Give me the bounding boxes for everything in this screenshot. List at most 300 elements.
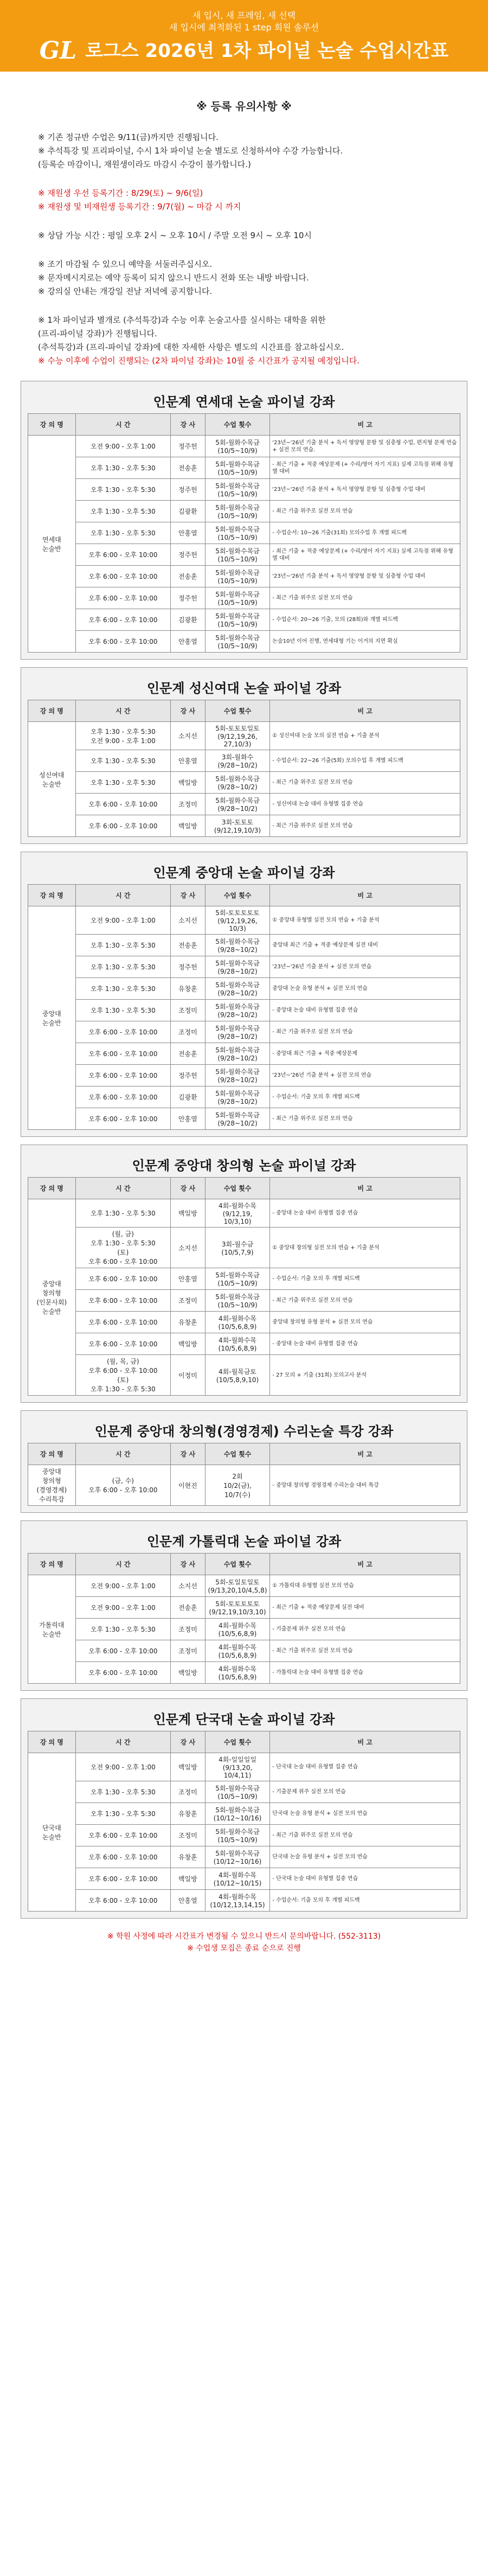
remarks-cell: - 단국대 논술 대비 유형별 집중 연습: [270, 1753, 460, 1781]
table-header-row: [28, 414, 460, 436]
column-header: 강 의 명: [28, 700, 76, 722]
footer: [0, 1931, 488, 1954]
table-row: [28, 1825, 460, 1846]
time-cell: 오전 9:00 - 오후 1:00: [75, 436, 170, 457]
remarks-cell: - 성신여대 논술 대비 유형별 집중 연습: [270, 794, 460, 815]
notice-spacer: [38, 214, 450, 229]
table-row: [28, 1199, 460, 1228]
notice-line: ※ 추석특강 및 프리파이널, 수시 1차 파이널 논술 별도로 신청하셔야 수강 가능합니다.: [38, 146, 343, 156]
instructor-cell: 백일방: [170, 815, 205, 837]
remarks-cell: - 수업순서: 기출 모의 후 개별 피드백: [270, 1890, 460, 1912]
time-cell: 오후 6:00 - 오후 10:00: [75, 794, 170, 815]
header-banner: [0, 0, 488, 72]
session-count-cell: 5회-월화수목금 (10/5~10/9): [205, 587, 270, 609]
session-count-cell: 5회-월화수목금 (10/5~10/9): [205, 479, 270, 501]
table-row: [28, 772, 460, 794]
instructor-cell: 정주헌: [170, 956, 205, 978]
instructor-cell: 조정미: [170, 1619, 205, 1640]
time-cell: 오후 6:00 - 오후 10:00: [75, 1640, 170, 1662]
remarks-cell: ① 중앙대 창의형 실전 모의 연습 + 기출 분석: [270, 1228, 460, 1268]
session-count-cell: 5회-월화수목금 (9/28~10/2): [205, 772, 270, 794]
instructor-cell: 조정미: [170, 794, 205, 815]
column-header: 수업 횟수: [205, 414, 270, 436]
table-row: [28, 1333, 460, 1355]
notice-line: (추석특강)과 (프리-파이널 강좌)에 대한 자세한 사항은 별도의 시간표를 참고하십시오.: [38, 342, 344, 352]
time-cell: 오전 9:00 - 오후 1:00: [75, 1597, 170, 1619]
table-row: [28, 1890, 460, 1912]
table-row: [28, 1868, 460, 1890]
notice-spacer: [38, 242, 450, 258]
session-count-cell: 3회-토토토 (9/12,19,10/3): [205, 815, 270, 837]
table-row: [28, 479, 460, 501]
column-header: 시 간: [75, 700, 170, 722]
column-header: 비 고: [270, 1731, 460, 1753]
table-row: [28, 906, 460, 935]
time-cell: 오후 1:30 - 오후 5:30: [75, 935, 170, 956]
time-cell: 오후 6:00 - 오후 10:00: [75, 1021, 170, 1043]
time-cell: (금, 수) 오후 6:00 - 오후 10:00: [75, 1465, 170, 1506]
session-count-cell: 5회-토토토일토 (9/12,19,26, 27,10/3): [205, 722, 270, 750]
table-row: [28, 794, 460, 815]
notice-line: ※ 수능 이후에 수업이 진행되는 (2차 파이널 강좌)는 10월 중 시간표가 공지될 예정입니다.: [38, 356, 360, 366]
timetable-section: [21, 1520, 467, 1691]
table-row: [28, 587, 460, 609]
time-cell: 오후 6:00 - 오후 10:00: [75, 1846, 170, 1868]
instructor-cell: 이현진: [170, 1465, 205, 1506]
column-header: 수업 횟수: [205, 1554, 270, 1575]
instructor-cell: 정주헌: [170, 479, 205, 501]
time-cell: 오후 6:00 - 오후 10:00: [75, 1268, 170, 1290]
remarks-cell: - 최근 기출 위주로 실전 모의 연습: [270, 1640, 460, 1662]
table-row: [28, 631, 460, 653]
session-count-cell: 5회-월화수목금 (10/5~10/9): [205, 609, 270, 631]
remarks-cell: - 단국대 논술 대비 유형별 집중 연습: [270, 1868, 460, 1890]
time-cell: 오후 1:30 - 오후 5:30: [75, 1000, 170, 1021]
section-title: 인문계 연세대 논술 파이널 강좌: [153, 394, 335, 410]
session-count-cell: 4회-월화수목 (9/12,19, 10/3,10): [205, 1199, 270, 1228]
column-header: 비 고: [270, 885, 460, 906]
remarks-cell: - 기출문제 위주 실전 모의 연습: [270, 1619, 460, 1640]
instructor-cell: 조정미: [170, 1290, 205, 1312]
remarks-cell: - 중앙대 창의형 경영경제 수리논술 대비 특강: [270, 1465, 460, 1506]
instructor-cell: 정주헌: [170, 587, 205, 609]
timetable: [28, 413, 460, 653]
time-cell: (월, 목, 금) 오후 6:00 - 오후 10:00 (토) 오후 1:30 - 오후 5:30: [75, 1355, 170, 1396]
page-title: 로그스 2026년 1차 파이널 논술 수업시간표: [85, 40, 449, 62]
session-count-cell: 3회-월수금 (10/5,7,9): [205, 1228, 270, 1268]
table-header-row: [28, 1443, 460, 1465]
table-row: [28, 457, 460, 479]
table-row: [28, 609, 460, 631]
time-cell: 오후 1:30 - 오후 5:30: [75, 1199, 170, 1228]
notice-line: ※ 재원생 및 비재원생 등록기간 : 9/7(월) ~ 마감 시 까지: [38, 202, 241, 212]
remarks-cell: '23년~'26년 기출 분석 + 독서 영양형 문항 및 심층형 수업 대비: [270, 566, 460, 587]
timetable: [28, 1553, 460, 1684]
session-count-cell: 4회-월화수목 (10/12~10/15): [205, 1868, 270, 1890]
session-count-cell: 5회-월화수목금 (10/5~10/9): [205, 1781, 270, 1803]
remarks-cell: ① 가톨릭대 유형별 실전 모의 연습: [270, 1575, 460, 1597]
instructor-cell: 이정미: [170, 1355, 205, 1396]
time-cell: 오후 1:30 - 오후 5:30: [75, 750, 170, 772]
instructor-cell: 안홍열: [170, 631, 205, 653]
session-count-cell: 5회-월화수목금 (10/5~10/9): [205, 1268, 270, 1290]
column-header: 비 고: [270, 700, 460, 722]
time-cell: 오후 6:00 - 오후 10:00: [75, 1108, 170, 1130]
time-cell: 오후 6:00 - 오후 10:00: [75, 544, 170, 566]
session-count-cell: 5회-월화수목금 (9/28~10/2): [205, 935, 270, 956]
remarks-cell: - 중앙대 최근 기출 + 적중 예상문제: [270, 1043, 460, 1065]
remarks-cell: - 27 모의 + 기출 (31회) 모의고사 분석: [270, 1355, 460, 1396]
table-row: [28, 1465, 460, 1506]
remarks-cell: 단국대 논술 유형 분석 + 실전 모의 연습: [270, 1803, 460, 1825]
remarks-cell: 논술10년 이어 진행, 연세대형 기는 이거의 지면 확실: [270, 631, 460, 653]
session-count-cell: 5회-월화수목금 (9/28~10/2): [205, 956, 270, 978]
time-cell: 오후 1:30 - 오후 5:30: [75, 978, 170, 1000]
table-row: [28, 1640, 460, 1662]
column-header: 수업 횟수: [205, 700, 270, 722]
session-count-cell: 5회-월화수목금 (9/28~10/2): [205, 1000, 270, 1021]
table-row: [28, 750, 460, 772]
notice-line: ※ 상담 가능 시간 : 평일 오후 2시 ~ 오후 10시 / 주말 오전 9시 ~ 오후 10시: [38, 231, 312, 240]
time-cell: 오후 6:00 - 오후 10:00: [75, 631, 170, 653]
notice-line: ※ 기존 정규반 수업은 9/11(금)까지만 진행됩니다.: [38, 132, 219, 142]
remarks-cell: - 최근 기출 위주로 실전 모의 연습: [270, 1290, 460, 1312]
remarks-cell: '23년~'26년 기출 분석 + 독서 영양형 문항 및 심층형 수업, 편지형 문제 연습 + 실전 모의 연습.: [270, 436, 460, 457]
table-header-row: [28, 885, 460, 906]
instructor-cell: 김광환: [170, 1086, 205, 1108]
time-cell: 오후 1:30 - 오후 5:30: [75, 501, 170, 522]
timetable-section: [21, 852, 467, 1137]
session-count-cell: 4회-월화수목 (10/5,6,8,9): [205, 1640, 270, 1662]
timetable: [28, 700, 460, 837]
instructor-cell: 안홍열: [170, 1108, 205, 1130]
notice-line: ※ 조기 마감될 수 있으니 예약을 서둘러주십시오.: [38, 259, 213, 269]
remarks-cell: - 최근 기출 위주로 실전 모의 연습: [270, 501, 460, 522]
instructor-cell: 소지선: [170, 1575, 205, 1597]
table-header-row: [28, 1554, 460, 1575]
remarks-cell: - 최근 기출 위주로 실전 모의 연습: [270, 1021, 460, 1043]
timetable-section: [21, 1698, 467, 1919]
table-row: [28, 1290, 460, 1312]
instructor-cell: 소지선: [170, 722, 205, 750]
remarks-cell: 중앙대 창의형 유형 분석 + 실전 모의 연습: [270, 1312, 460, 1333]
notice-line: (등록순 마감이니, 재원생이라도 마감시 수강이 불가합니다.): [38, 159, 251, 169]
remarks-cell: - 최근 기출 위주로 실전 모의 연습: [270, 1108, 460, 1130]
notice-section: [0, 72, 488, 373]
remarks-cell: - 가톨릭대 논술 대비 유형별 집중 연습: [270, 1662, 460, 1684]
session-count-cell: 2회 10/2(금), 10/7(수): [205, 1465, 270, 1506]
course-name-cell: 단국대 논술반: [28, 1753, 76, 1912]
remarks-cell: - 수업순서: 20~26 기출, 모의 (28회)와 개별 피드백: [270, 609, 460, 631]
instructor-cell: 전송훈: [170, 1597, 205, 1619]
table-row: [28, 566, 460, 587]
column-header: 시 간: [75, 414, 170, 436]
remarks-cell: 중앙대 논술 유형 분석 + 실전 모의 연습: [270, 978, 460, 1000]
session-count-cell: 5회-월화수목금 (9/28~10/2): [205, 1108, 270, 1130]
footer-note-1: ※ 학원 사정에 따라 시간표가 변경될 수 있으니 반드시 문의바랍니다. (552-3113): [107, 1932, 381, 1941]
table-row: [28, 978, 460, 1000]
remarks-cell: - 최근 기출 위주로 실전 모의 연습: [270, 815, 460, 837]
session-count-cell: 5회-월화수목금 (9/28~10/2): [205, 978, 270, 1000]
instructor-cell: 유창훈: [170, 1846, 205, 1868]
timetable-section: [21, 381, 467, 660]
table-row: [28, 815, 460, 837]
table-row: [28, 1846, 460, 1868]
session-count-cell: 5회-월화수목금 (10/5~10/9): [205, 522, 270, 544]
timetable: [28, 1443, 460, 1506]
instructor-cell: 안홍열: [170, 1890, 205, 1912]
session-count-cell: 4회-월화수목 (10/5,6,8,9): [205, 1333, 270, 1355]
instructor-cell: 김광환: [170, 501, 205, 522]
course-name-cell: 중앙대 논술반: [28, 906, 76, 1130]
column-header: 수업 횟수: [205, 885, 270, 906]
instructor-cell: 백일방: [170, 1753, 205, 1781]
remarks-cell: - 수업순서: 기출 모의 후 개별 피드백: [270, 1086, 460, 1108]
time-cell: 오후 6:00 - 오후 10:00: [75, 1312, 170, 1333]
remarks-cell: '23년~'26년 기출 분석 + 실전 모의 연습: [270, 956, 460, 978]
table-row: [28, 1108, 460, 1130]
session-count-cell: 5회-토토토토토 (9/12,19,10/3,10): [205, 1597, 270, 1619]
table-row: [28, 1043, 460, 1065]
instructor-cell: 전송훈: [170, 935, 205, 956]
remarks-cell: - 수업순서: 22~26 기출(5회) 모의수업 후 개별 피드백: [270, 750, 460, 772]
remarks-cell: 단국대 논술 유형 분석 + 실전 모의 연습: [270, 1846, 460, 1868]
remarks-cell: - 최근 기출 + 적중 예상문제 실전 대비: [270, 1597, 460, 1619]
timetable: [28, 884, 460, 1130]
table-row: [28, 501, 460, 522]
instructor-cell: 조정미: [170, 1781, 205, 1803]
instructor-cell: 유창훈: [170, 1312, 205, 1333]
remarks-cell: ① 중앙대 유형별 실전 모의 연습 + 기출 분석: [270, 906, 460, 935]
notice-spacer: [38, 298, 450, 314]
remarks-cell: - 중앙대 논술 대비 유형별 집중 연습: [270, 1000, 460, 1021]
section-title: 인문계 중앙대 창의형(경영경제) 수리논술 특강 강좌: [94, 1424, 394, 1439]
remarks-cell: ① 성신여대 논술 모의 실전 연습 + 기출 분석: [270, 722, 460, 750]
column-header: 강 사: [170, 1554, 205, 1575]
time-cell: 오후 6:00 - 오후 10:00: [75, 1890, 170, 1912]
instructor-cell: 정주헌: [170, 1065, 205, 1086]
table-row: [28, 1781, 460, 1803]
session-count-cell: 5회-월화수목금 (10/5~10/9): [205, 1290, 270, 1312]
time-cell: 오후 6:00 - 오후 10:00: [75, 1333, 170, 1355]
time-cell: 오후 1:30 - 오후 5:30: [75, 1803, 170, 1825]
notice-lines: [38, 131, 450, 368]
remarks-cell: - 수업순서: 기출 모의 후 개별 피드백: [270, 1268, 460, 1290]
column-header: 강 사: [170, 1178, 205, 1199]
brand-logo: GL: [39, 37, 77, 65]
course-name-cell: 중앙대 창의형 (인문사회) 논술반: [28, 1199, 76, 1396]
table-row: [28, 1575, 460, 1597]
table-row: [28, 722, 460, 750]
session-count-cell: 5회-월화수목금 (9/28~10/2): [205, 1043, 270, 1065]
remarks-cell: 중앙대 최근 기출 + 적중 예상문제 실전 대비: [270, 935, 460, 956]
timetable-section: [21, 667, 467, 844]
column-header: 비 고: [270, 1443, 460, 1465]
instructor-cell: 조정미: [170, 1021, 205, 1043]
section-title: 인문계 가톨릭대 논술 파이널 강좌: [147, 1534, 341, 1549]
footer-note-2: ※ 수업생 모집은 종료 순으로 진행: [187, 1944, 301, 1953]
instructor-cell: 정주헌: [170, 544, 205, 566]
section-title: 인문계 성신여대 논술 파이널 강좌: [147, 681, 341, 696]
table-header-row: [28, 700, 460, 722]
time-cell: 오후 6:00 - 오후 10:00: [75, 1662, 170, 1684]
time-cell: 오후 6:00 - 오후 10:00: [75, 1043, 170, 1065]
session-count-cell: 5회-월화수목금 (10/12~10/16): [205, 1846, 270, 1868]
column-header: 시 간: [75, 1554, 170, 1575]
column-header: 강 의 명: [28, 1731, 76, 1753]
instructor-cell: 백일방: [170, 1868, 205, 1890]
instructor-cell: 전송훈: [170, 566, 205, 587]
remarks-cell: '23년~'26년 기출 분석 + 독서 영양형 문항 및 심층형 수업 대비: [270, 479, 460, 501]
session-count-cell: 5회-월화수목금 (10/5~10/9): [205, 566, 270, 587]
banner-title-row: [11, 38, 477, 64]
section-title: 인문계 중앙대 논술 파이널 강좌: [153, 865, 335, 880]
time-cell: 오전 9:00 - 오후 1:00: [75, 1753, 170, 1781]
table-row: [28, 1355, 460, 1396]
session-count-cell: 5회-토일토일토 (9/13,20,10/4,5,8): [205, 1575, 270, 1597]
notice-line: ※ 재원생 우선 등록기간 : 8/29(토) ~ 9/6(일): [38, 188, 203, 198]
session-count-cell: 5회-월화수목금 (10/5~10/9): [205, 1825, 270, 1846]
timetable: [28, 1177, 460, 1396]
time-cell: (월, 금) 오후 1:30 - 오후 5:30 (토) 오후 6:00 - 오후 10:00: [75, 1228, 170, 1268]
instructor-cell: 소지선: [170, 1228, 205, 1268]
section-title: 인문계 단국대 논술 파이널 강좌: [153, 1712, 335, 1727]
remarks-cell: '23년~'26년 기출 분석 + 실전 모의 연습: [270, 1065, 460, 1086]
column-header: 시 간: [75, 1178, 170, 1199]
instructor-cell: 유창훈: [170, 978, 205, 1000]
column-header: 강 의 명: [28, 1443, 76, 1465]
table-row: [28, 1268, 460, 1290]
column-header: 강 의 명: [28, 414, 76, 436]
instructor-cell: 안홍열: [170, 522, 205, 544]
session-count-cell: 4회-일일일일 (9/13,20, 10/4,11): [205, 1753, 270, 1781]
table-row: [28, 436, 460, 457]
instructor-cell: 조정미: [170, 1000, 205, 1021]
instructor-cell: 조정미: [170, 1640, 205, 1662]
table-header-row: [28, 1731, 460, 1753]
timetable-sections: [0, 381, 488, 1919]
table-row: [28, 1312, 460, 1333]
instructor-cell: 안홍열: [170, 750, 205, 772]
time-cell: 오후 6:00 - 오후 10:00: [75, 1065, 170, 1086]
banner-tagline-1: 새 입시, 새 프레임, 새 선택: [192, 10, 296, 21]
session-count-cell: 4회-월화수목 (10/12,13,14,15): [205, 1890, 270, 1912]
remarks-cell: - 기출문제 위주 실전 모의 연습: [270, 1781, 460, 1803]
column-header: 비 고: [270, 1178, 460, 1199]
session-count-cell: 5회-월화수목금 (10/5~10/9): [205, 501, 270, 522]
time-cell: 오후 6:00 - 오후 10:00: [75, 1086, 170, 1108]
column-header: 수업 횟수: [205, 1443, 270, 1465]
notice-spacer: [38, 171, 450, 187]
instructor-cell: 백일방: [170, 1333, 205, 1355]
column-header: 시 간: [75, 885, 170, 906]
instructor-cell: 소지선: [170, 906, 205, 935]
instructor-cell: 정주헌: [170, 436, 205, 457]
table-header-row: [28, 1178, 460, 1199]
table-row: [28, 1803, 460, 1825]
session-count-cell: 5회-토토토토토 (9/12,19,26, 10/3): [205, 906, 270, 935]
notice-title: ※ 등록 유의사항 ※: [196, 100, 292, 113]
time-cell: 오후 1:30 - 오후 5:30: [75, 1619, 170, 1640]
timetable: [28, 1731, 460, 1912]
column-header: 강 사: [170, 700, 205, 722]
table-row: [28, 1619, 460, 1640]
instructor-cell: 안홍열: [170, 1268, 205, 1290]
notice-line: ※ 강의실 안내는 개강일 전날 저녁에 공지합니다.: [38, 286, 213, 296]
remarks-cell: - 중앙대 논술 대비 유형별 집중 연습: [270, 1333, 460, 1355]
instructor-cell: 전송훈: [170, 457, 205, 479]
session-count-cell: 5회-월화수목금 (10/5~10/9): [205, 457, 270, 479]
session-count-cell: 4회-월화수목 (10/5,6,8,9): [205, 1619, 270, 1640]
instructor-cell: 백일방: [170, 1199, 205, 1228]
remarks-cell: - 최근 기출 + 적중 예상문제 (+ 수리/영어 자기 지표) 실제 고득점 위해 유형별 대비: [270, 544, 460, 566]
table-row: [28, 1021, 460, 1043]
instructor-cell: 조정미: [170, 1825, 205, 1846]
column-header: 강 사: [170, 1731, 205, 1753]
table-row: [28, 1228, 460, 1268]
instructor-cell: 김광환: [170, 609, 205, 631]
column-header: 수업 횟수: [205, 1178, 270, 1199]
column-header: 강 사: [170, 885, 205, 906]
table-row: [28, 956, 460, 978]
session-count-cell: 4회-월화수목 (10/5,6,8,9): [205, 1312, 270, 1333]
session-count-cell: 5회-월화수목금 (9/28~10/2): [205, 1065, 270, 1086]
remarks-cell: - 최근 기출 위주로 실전 모의 연습: [270, 772, 460, 794]
session-count-cell: 5회-월화수목금 (10/5~10/9): [205, 631, 270, 653]
timetable-section: [21, 1145, 467, 1403]
table-row: [28, 1597, 460, 1619]
session-count-cell: 5회-월화수목금 (10/5~10/9): [205, 544, 270, 566]
remarks-cell: - 최근 기출 + 적중 예상문제 (+ 수리/영어 자기 지표) 실제 고득점 위해 유형별 대비: [270, 457, 460, 479]
time-cell: 오후 6:00 - 오후 10:00: [75, 566, 170, 587]
table-row: [28, 1662, 460, 1684]
session-count-cell: 3회-월화수 (9/28~10/2): [205, 750, 270, 772]
section-title: 인문계 중앙대 창의형 논술 파이널 강좌: [132, 1158, 356, 1173]
remarks-cell: - 수업순서: 10~26 기출(31회) 모의수업 후 개별 피드백: [270, 522, 460, 544]
time-cell: 오후 1:30 - 오후 5:30: [75, 1781, 170, 1803]
table-row: [28, 544, 460, 566]
course-name-cell: 가톨릭대 논술반: [28, 1575, 76, 1684]
column-header: 비 고: [270, 414, 460, 436]
table-row: [28, 1753, 460, 1781]
instructor-cell: 백일방: [170, 772, 205, 794]
time-cell: 오후 1:30 - 오후 5:30: [75, 522, 170, 544]
time-cell: 오후 6:00 - 오후 10:00: [75, 815, 170, 837]
column-header: 비 고: [270, 1554, 460, 1575]
instructor-cell: 전송훈: [170, 1043, 205, 1065]
column-header: 시 간: [75, 1443, 170, 1465]
table-row: [28, 1086, 460, 1108]
session-count-cell: 5회-월화수목금 (9/28~10/2): [205, 1021, 270, 1043]
course-name-cell: 연세대 논술반: [28, 436, 76, 653]
time-cell: 오후 1:30 - 오후 5:30: [75, 956, 170, 978]
course-name-cell: 중앙대 창의형 (경영경제) 수리특강: [28, 1465, 76, 1506]
table-row: [28, 1000, 460, 1021]
time-cell: 오후 6:00 - 오후 10:00: [75, 1868, 170, 1890]
column-header: 강 의 명: [28, 885, 76, 906]
notice-line: ※ 문자메시지로는 예약 등록이 되지 않으니 반드시 전화 또는 내방 바랍니다.: [38, 273, 309, 283]
column-header: 강 의 명: [28, 1554, 76, 1575]
session-count-cell: 5회-월화수목금 (10/12~10/16): [205, 1803, 270, 1825]
notice-line: (프리-파이널 강좌)가 진행됩니다.: [38, 329, 157, 338]
session-count-cell: 5회-월화수목금 (9/28~10/2): [205, 1086, 270, 1108]
table-row: [28, 935, 460, 956]
column-header: 강 의 명: [28, 1178, 76, 1199]
timetable-section: [21, 1410, 467, 1513]
notice-line: ※ 1차 파이널과 별개로 (추석특강)과 수능 이후 논술고사를 실시하는 대학을 위한: [38, 315, 326, 325]
column-header: 강 사: [170, 1443, 205, 1465]
instructor-cell: 백일방: [170, 1662, 205, 1684]
